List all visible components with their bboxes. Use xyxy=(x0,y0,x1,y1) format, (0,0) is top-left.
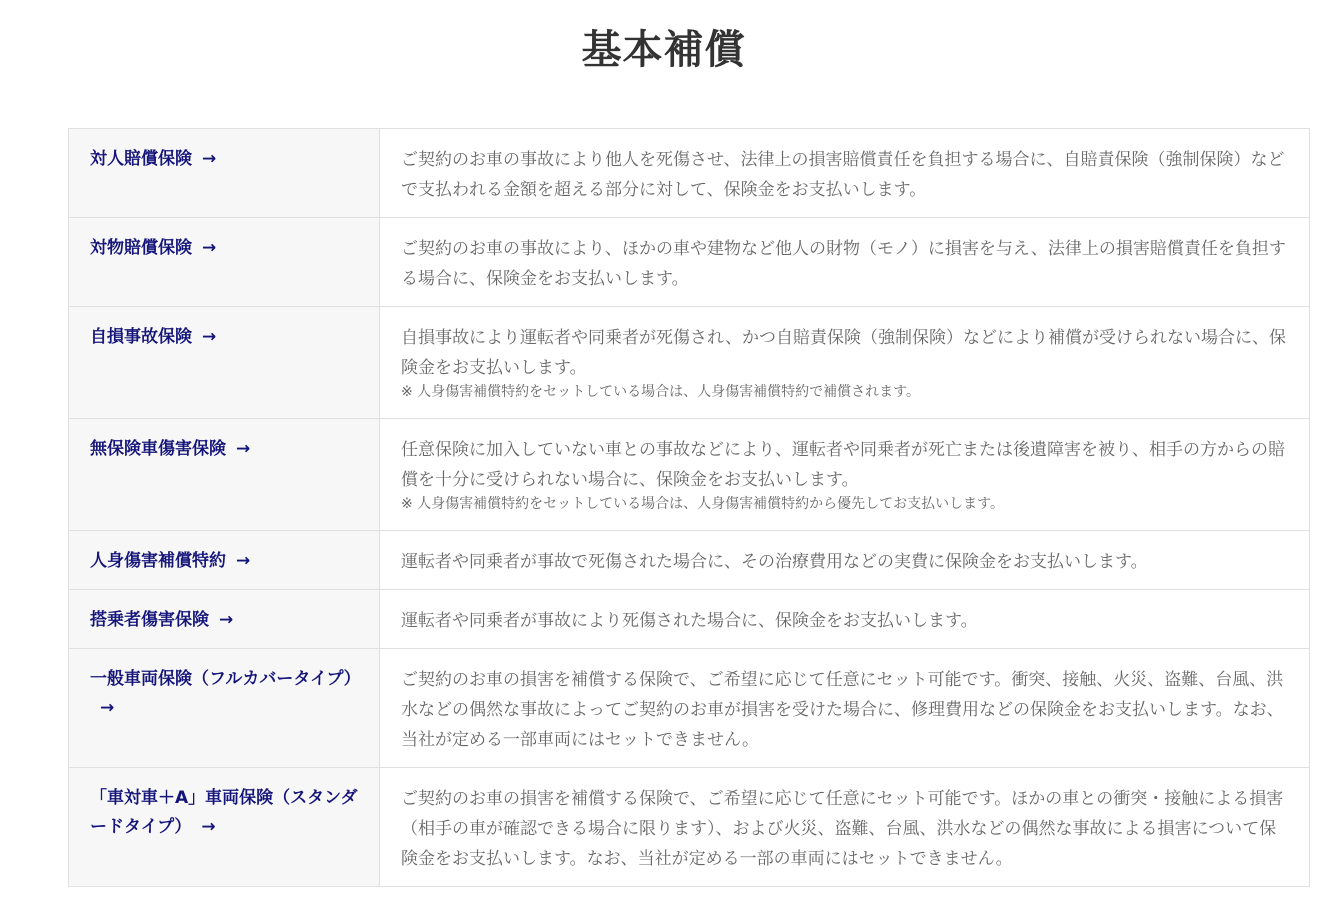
coverage-description-cell xyxy=(380,768,1310,887)
coverage-link-personal-injury[interactable] xyxy=(90,551,250,571)
coverage-description: ご契約のお車の事故により他人を死傷させ、法律上の損害賠償責任を負担する場合に、自賠責保険（強制保険）などで支払われる金額を超える部分に対して、保険金をお支払いします。 xyxy=(401,150,1285,200)
coverage-link-bodily-injury[interactable] xyxy=(90,149,216,169)
coverage-description: 自損事故により運転者や同乗者が死傷され、かつ自賠責保険（強制保険）などにより補償が受けられない場合に、保険金をお支払いします。 xyxy=(401,328,1287,378)
coverage-description-cell xyxy=(380,590,1310,649)
coverage-name-cell xyxy=(69,590,380,649)
coverage-description: ご契約のお車の損害を補償する保険で、ご希望に応じて任意にセット可能です。ほかの車との衝突・接触による損害（相手の車が確認できる場合に限ります）、および火災、盗難、台風、洪水などの偶然な事故による損害について保険金をお支払いします。なお、当社が定める一部の車両にはセットできません。 xyxy=(401,789,1284,869)
coverage-link-property-damage[interactable] xyxy=(90,238,216,258)
coverage-note: ※ 人身傷害補償特約をセットしている場合は、人身傷害補償特約から優先してお支払いします。 xyxy=(401,496,1005,512)
coverage-description-cell xyxy=(380,129,1310,218)
coverage-description: ご契約のお車の事故により、ほかの車や建物など他人の財物（モノ）に損害を与え、法律上の損害賠償責任を負担する場合に、保険金をお支払いします。 xyxy=(401,239,1286,289)
table-row xyxy=(69,768,1310,887)
coverage-description: 運転者や同乗者が事故で死傷された場合に、その治療費用などの実費に保険金をお支払いします。 xyxy=(401,552,1148,572)
coverage-name-cell xyxy=(69,218,380,307)
table-row xyxy=(69,218,1310,307)
coverage-name-cell xyxy=(69,129,380,218)
coverage-link-self-accident[interactable] xyxy=(90,327,216,347)
coverage-link-passenger-injury[interactable] xyxy=(90,610,233,630)
arrow-right-icon: → xyxy=(202,238,217,258)
table-row xyxy=(69,649,1310,768)
coverage-description: 運転者や同乗者が事故により死傷された場合に、保険金をお支払いします。 xyxy=(401,611,978,631)
table-row xyxy=(69,531,1310,590)
coverage-name: 対人賠償保険 xyxy=(90,149,192,169)
arrow-right-icon: → xyxy=(236,439,251,459)
coverage-name-cell xyxy=(69,768,380,887)
coverage-link-vehicle-standard[interactable] xyxy=(90,788,357,837)
arrow-right-icon: → xyxy=(236,551,251,571)
coverage-description: ご契約のお車の損害を補償する保険で、ご希望に応じて任意にセット可能です。衝突、接触、火災、盗難、台風、洪水などの偶然な事故によってご契約のお車が損害を受けた場合に、修理費用などの保険金をお支払いします。なお、当社が定める一部車両にはセットできません。 xyxy=(401,670,1284,750)
coverage-name-cell xyxy=(69,419,380,531)
arrow-right-icon: → xyxy=(202,327,217,347)
coverage-name: 対物賠償保険 xyxy=(90,238,192,258)
arrow-right-icon: → xyxy=(100,698,115,718)
table-row xyxy=(69,590,1310,649)
table-row xyxy=(69,307,1310,419)
coverage-link-vehicle-full-cover[interactable] xyxy=(90,669,361,718)
coverage-name-cell xyxy=(69,531,380,590)
arrow-right-icon: → xyxy=(202,149,217,169)
table-row xyxy=(69,129,1310,218)
coverage-table xyxy=(68,128,1310,887)
coverage-name: 自損事故保険 xyxy=(90,327,192,347)
coverage-description-cell xyxy=(380,419,1310,531)
coverage-name-cell xyxy=(69,307,380,419)
coverage-note: ※ 人身傷害補償特約をセットしている場合は、人身傷害補償特約で補償されます。 xyxy=(401,384,921,400)
arrow-right-icon: → xyxy=(219,610,234,630)
coverage-name: 一般車両保険（フルカバータイプ） xyxy=(90,669,361,689)
page-title: 基本補償 xyxy=(581,27,746,73)
coverage-name: 無保険車傷害保険 xyxy=(90,439,226,459)
coverage-name-cell xyxy=(69,649,380,768)
arrow-right-icon: → xyxy=(201,817,216,837)
coverage-link-uninsured-motorist[interactable] xyxy=(90,439,250,459)
table-row xyxy=(69,419,1310,531)
coverage-name: 人身傷害補償特約 xyxy=(90,551,226,571)
coverage-description-cell xyxy=(380,218,1310,307)
coverage-description: 任意保険に加入していない車との事故などにより、運転者や同乗者が死亡または後遺障害を被り、相手の方からの賠償を十分に受けられない場合に、保険金をお支払いします。 xyxy=(401,440,1285,490)
coverage-description-cell xyxy=(380,649,1310,768)
coverage-name: 搭乗者傷害保険 xyxy=(90,610,209,630)
coverage-description-cell xyxy=(380,307,1310,419)
coverage-description-cell xyxy=(380,531,1310,590)
coverage-name: 「車対車＋A」車両保険（スタンダードタイプ） xyxy=(90,788,358,837)
